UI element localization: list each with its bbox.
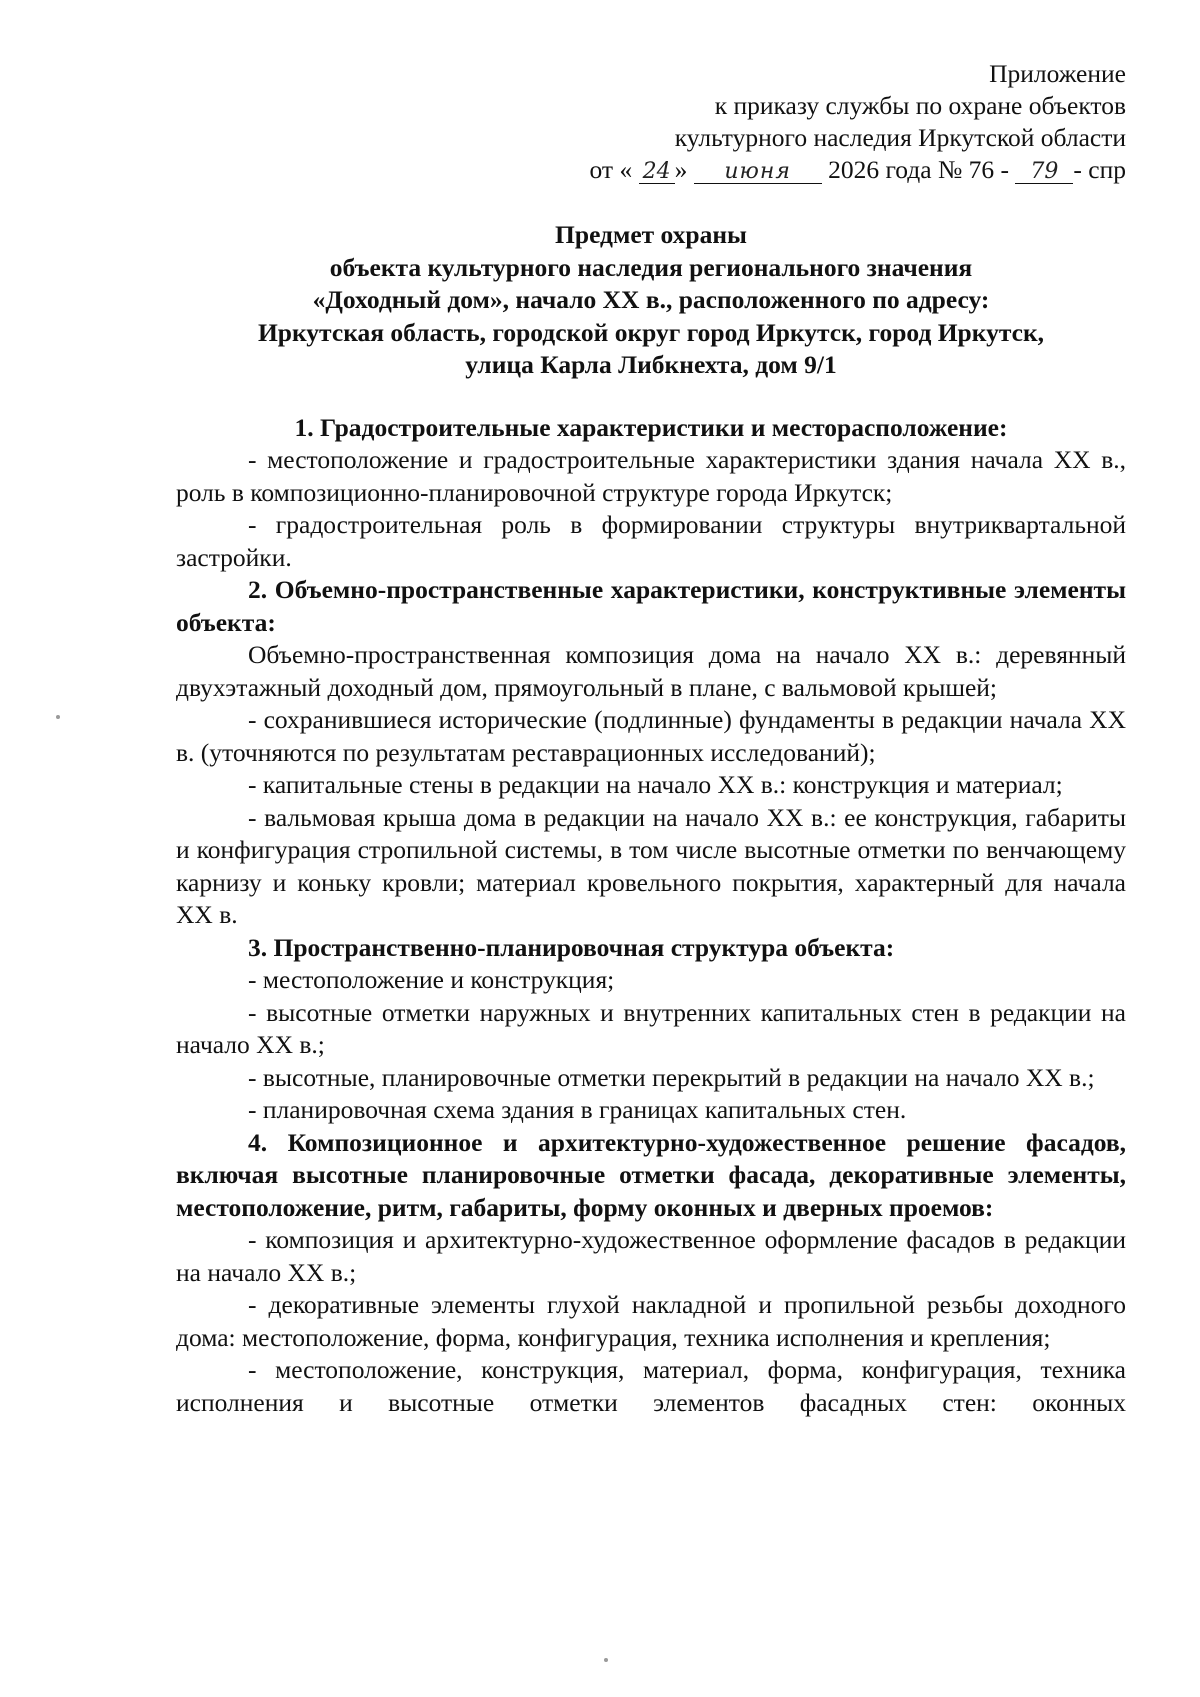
section-2-item: - сохранившиеся исторические (подлинные) фундаменты в редакции начала XX в. (уточняются по результатам реставрационных исследований); bbox=[176, 705, 1126, 767]
section-3-item: - местоположение и конструкция; bbox=[248, 965, 615, 994]
section-4-item: - декоративные элементы глухой накладной и пропильной резьбы доходного дома: местоположение, форма, конфигурация, техника исполнения и крепления; bbox=[176, 1290, 1126, 1352]
appendix-label: Приложение bbox=[989, 59, 1126, 88]
section-1-item: - градостроительная роль в формировании структуры внутриквартальной застройки. bbox=[176, 510, 1126, 572]
document-body bbox=[176, 58, 1126, 1419]
scan-speck bbox=[56, 715, 60, 719]
handwritten-month: июня bbox=[694, 161, 822, 184]
scan-speck bbox=[604, 1658, 608, 1662]
section-4-heading: 4. Композиционное и архитектурно-художественное решение фасадов, включая высотные планировочные отметки фасада, декоративные элементы, местоположение, ритм, габариты, форму оконных и дверных проемов: bbox=[176, 1127, 1126, 1222]
section-3-item: - планировочная схема здания в границах капитальных стен. bbox=[248, 1095, 907, 1124]
appendix-header bbox=[176, 58, 1126, 186]
section-4-item: - композиция и архитектурно-художественное оформление фасадов в редакции на начало XX в.; bbox=[176, 1225, 1126, 1287]
section-1-item: - местоположение и градостроительные характеристики здания начала XX в., роль в композиционно-планировочной структуре города Иркутск; bbox=[176, 445, 1126, 507]
section-2-heading: 2. Объемно-пространственные характеристики, конструктивные элементы объекта: bbox=[176, 575, 1126, 637]
section-2-item: Объемно-пространственная композиция дома на начало XX в.: деревянный двухэтажный доходный дом, прямоугольный в плане, с вальмовой крышей; bbox=[176, 640, 1126, 702]
section-3-item: - высотные отметки наружных и внутренних капитальных стен в редакции на начало XX в.; bbox=[176, 997, 1126, 1059]
handwritten-day: 24 bbox=[639, 161, 675, 184]
section-3-item: - высотные, планировочные отметки перекрытий в редакции на начало XX в.; bbox=[248, 1062, 1095, 1092]
appendix-order-line: к приказу службы по охране объектов bbox=[714, 91, 1126, 120]
appendix-date-line: от « 24 » июня 2026 года № 76 - 79 - спр bbox=[589, 155, 1126, 184]
handwritten-order-number: 79 bbox=[1015, 161, 1073, 184]
section-2-item: - капитальные стены в редакции на начало XX в.: конструкция и материал; bbox=[248, 770, 1063, 799]
document-title: Предмет охраны объекта культурного наследия регионального значения «Доходный дом», начало XX в., расположенного по адресу: Иркутская область, городской округ город Иркутск, город Иркутск, улица Карла Либкнехта, дом 9/1 bbox=[257, 220, 1045, 379]
section-2-item: - вальмовая крыша дома в редакции на начало XX в.: ее конструкция, габариты и конфигурация стропильной системы, в том числе высотные отметки по венчающему карнизу и коньку кровли; материал кровельного покрытия, характерный для начала XX в. bbox=[176, 802, 1126, 929]
appendix-authority-line: культурного наследия Иркутской области bbox=[674, 123, 1126, 152]
section-1-heading: 1. Градостроительные характеристики и месторасположение: bbox=[294, 412, 1008, 442]
section-4-item: - местоположение, конструкция, материал, форма, конфигурация, техника исполнения и высотные отметки элементов фасадных стен: оконных bbox=[176, 1355, 1126, 1417]
section-3-heading: 3. Пространственно-планировочная структура объекта: bbox=[248, 932, 895, 962]
